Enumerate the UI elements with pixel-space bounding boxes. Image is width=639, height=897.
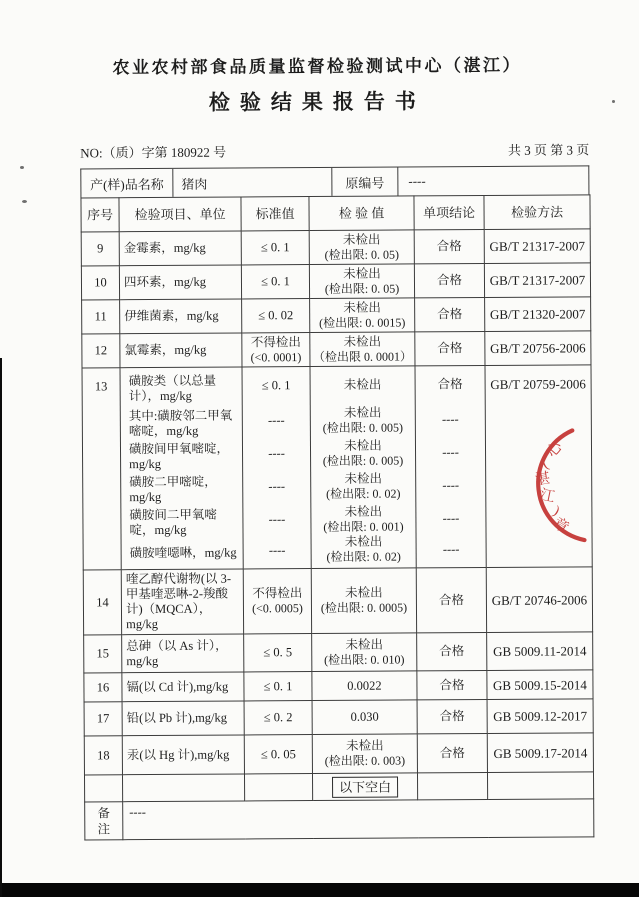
col-header-no: 序号 (81, 198, 119, 232)
row-method: GB 5009.17-2014 (487, 733, 593, 773)
row-item: 喹乙醇代谢物(以 3-甲基喹恶啉-2-羧酸计)（MQCA），mg/kg (121, 569, 243, 635)
row-value: 未检出 (检出限: 0. 05) (309, 230, 414, 265)
row-no: 13 (82, 368, 121, 570)
empty-cell (122, 774, 244, 802)
sub-value: 未检出 (检出限: 0. 005) (322, 438, 404, 468)
row-standard: 不得检出 (<0. 0001) (242, 333, 310, 367)
row-item: 四环素，mg/kg (119, 265, 241, 300)
scan-edge-bottom (0, 883, 639, 897)
sub-conclusion: ---- (442, 541, 460, 556)
sub-standard: ---- (267, 413, 285, 428)
row-standard: ≤ 0. 1 (244, 672, 312, 701)
sub-item: 磺胺喹噁啉，mg/kg (129, 545, 237, 560)
report-meta-line (80, 139, 589, 161)
results-table (80, 165, 593, 840)
row-value: 未检出 (检出限: 0. 0015) (310, 298, 415, 333)
row-standard: ≤ 0. 5 (244, 634, 312, 672)
remark-value: ---- (123, 799, 594, 840)
sub-standard: ---- (268, 542, 286, 557)
row-standard: ≤ 0. 1 (241, 231, 309, 265)
stamp-char: 江 (538, 487, 557, 507)
scan-speck (22, 200, 27, 203)
header-row (81, 195, 590, 232)
row-conclusion: 合格 (417, 733, 487, 772)
stamp-char: ( (540, 456, 551, 473)
table-row-9 (81, 229, 590, 266)
page-number-info: 共 3 页 第 3 页 (507, 142, 590, 158)
row-value: 未检出 (检出限: 0. 010) (312, 633, 417, 672)
table-row-16 (84, 670, 593, 702)
stamp-char: 湛 (534, 470, 552, 489)
col-header-standard: 标准值 (241, 197, 309, 231)
col-header-item: 检验项目、单位 (119, 197, 241, 232)
sub-conclusion: ---- (441, 412, 459, 427)
sub-item: 磺胺间甲氧嘧啶，mg/kg (128, 441, 230, 471)
row-method: GB/T 21317-2007 (484, 229, 590, 264)
row-item: 氯霉素，mg/kg (120, 333, 242, 368)
row-no: 14 (83, 570, 121, 635)
row-item: 总砷（以 As 计），mg/kg (122, 634, 244, 673)
row-conclusion: 合格 (416, 567, 486, 632)
scan-speck (612, 100, 615, 103)
sub-conclusion: ---- (442, 445, 459, 460)
remark-label: 备注 (97, 805, 111, 836)
col-header-conclusion: 单项结论 (414, 195, 484, 229)
row-value: 未检出 （检出限 0. 0001） (310, 332, 415, 367)
table-row-14 (83, 567, 592, 635)
table-row-11 (82, 297, 591, 334)
empty-cell (487, 772, 593, 800)
table-row-10 (81, 263, 590, 300)
table-row-15 (84, 632, 593, 673)
empty-cell (84, 775, 122, 802)
original-number-value: ---- (408, 173, 426, 189)
row-item: 镉(以 Cd 计),mg/kg (122, 672, 244, 702)
sample-name-label: 产(样)品名称 (81, 169, 173, 198)
below-blank-note: 以下空白 (332, 776, 398, 797)
results-grid (80, 194, 594, 840)
sub-conclusion: ---- (442, 511, 460, 526)
sub-value: 未检出 (343, 377, 382, 392)
sub-item: 其中:磺胺邻二甲氧嘧啶，mg/kg (128, 408, 233, 438)
col-header-value: 检 验 值 (309, 196, 414, 231)
row-standard: ≤ 0. 05 (244, 735, 312, 774)
stamp-char: 心 (544, 438, 567, 461)
scan-edge-left (0, 358, 2, 897)
stamp-char: 章 (550, 515, 572, 537)
sub-value: 未检出 (检出限: 0. 005) (322, 405, 404, 435)
row-value: 未检出 (检出限: 0. 003) (312, 734, 417, 774)
row-item-group (120, 367, 243, 570)
empty-cell (417, 772, 487, 799)
scan-speck (20, 166, 24, 169)
table-row-12 (82, 331, 591, 368)
row-no: 17 (84, 702, 122, 736)
remark-label-cell (85, 802, 123, 840)
row-conclusion: 合格 (417, 670, 487, 699)
row-value: 未检出 (检出限: 0. 05) (309, 264, 414, 299)
row-conclusion: 合格 (414, 263, 484, 297)
row-item: 伊维菌素，mg/kg (120, 299, 242, 334)
original-number-label: 原编号 (332, 168, 398, 196)
table-row-17 (84, 699, 593, 736)
row-conclusion: 合格 (415, 331, 485, 365)
row-no: 9 (81, 232, 119, 266)
row-item: 金霉素，mg/kg (119, 231, 241, 266)
row-no: 11 (82, 300, 120, 334)
row-method: GB/T 21317-2007 (484, 263, 590, 298)
sub-conclusion: 合格 (437, 377, 463, 392)
report-number: NO:（质）字第 180922 号 (80, 144, 227, 161)
sample-name-value: 猪肉 (173, 168, 332, 197)
row-value-group (310, 366, 416, 569)
sub-item: 磺胺间二甲氧嘧啶，mg/kg (129, 507, 217, 537)
row-value: 0.030 (312, 700, 417, 735)
stamp-char: ) (550, 503, 562, 520)
row-method: GB 5009.15-2014 (487, 670, 593, 700)
row-value: 0.0022 (312, 671, 417, 701)
row-no: 16 (84, 673, 122, 702)
row-method: GB/T 20756-2006 (485, 331, 591, 366)
row-standard-group (242, 367, 311, 569)
row-conclusion: 合格 (417, 699, 487, 733)
row-item: 铅(以 Pb 计),mg/kg (122, 701, 244, 736)
report-title: 检验结果报告书 (208, 89, 426, 115)
row-method: GB 5009.12-2017 (487, 699, 593, 734)
table-row-18 (84, 733, 593, 775)
table-row-13-sulfonamides (82, 365, 592, 570)
row-standard: ≤ 0. 2 (244, 701, 312, 735)
row-no: 12 (82, 334, 120, 368)
sub-item: 磺胺类（以总量计），mg/kg (128, 373, 217, 403)
row-conclusion: 合格 (415, 297, 485, 331)
row-conclusion: 合格 (414, 229, 484, 263)
sub-value: 未检出 (检出限: 0. 001) (323, 504, 404, 534)
sub-value: 未检出 (检出限: 0. 02) (326, 471, 401, 501)
sub-standard: ---- (268, 512, 286, 527)
row-standard: ≤ 0. 02 (242, 299, 310, 333)
sub-conclusion: ---- (442, 478, 460, 493)
sub-value: 未检出 (检出限: 0. 02) (326, 534, 401, 564)
row-conclusion: 合格 (417, 632, 487, 670)
row-no: 15 (84, 635, 122, 673)
col-header-method: 检验方法 (484, 195, 590, 230)
row-standard: ≤ 0. 1 (241, 265, 309, 299)
sub-item: 磺胺二甲嘧啶，mg/kg (129, 474, 217, 504)
row-no: 18 (84, 736, 122, 775)
org-title: 农业农村部食品质量监督检验测试中心（湛江） (112, 55, 522, 78)
sub-standard: ---- (268, 446, 285, 461)
remark-row (85, 799, 594, 840)
row-conclusion-group (415, 365, 486, 567)
row-method: GB 5009.11-2014 (487, 632, 593, 671)
row-value: 未检出 (检出限: 0. 0005) (311, 568, 416, 634)
row-method: GB/T 20759-2006 (485, 365, 592, 568)
sample-info-row (80, 165, 589, 197)
blank-note-cell (312, 773, 417, 801)
row-standard: 不得检出 (<0. 0005) (243, 569, 311, 634)
sub-standard: ---- (268, 479, 286, 494)
blank-row (84, 772, 593, 802)
row-method: GB/T 20746-2006 (486, 567, 592, 633)
row-item: 汞(以 Hg 计),mg/kg (122, 735, 244, 775)
sub-standard: ≤ 0. 1 (261, 378, 291, 393)
row-method: GB/T 21320-2007 (485, 297, 591, 332)
empty-cell (244, 774, 312, 801)
row-no: 10 (81, 266, 119, 300)
